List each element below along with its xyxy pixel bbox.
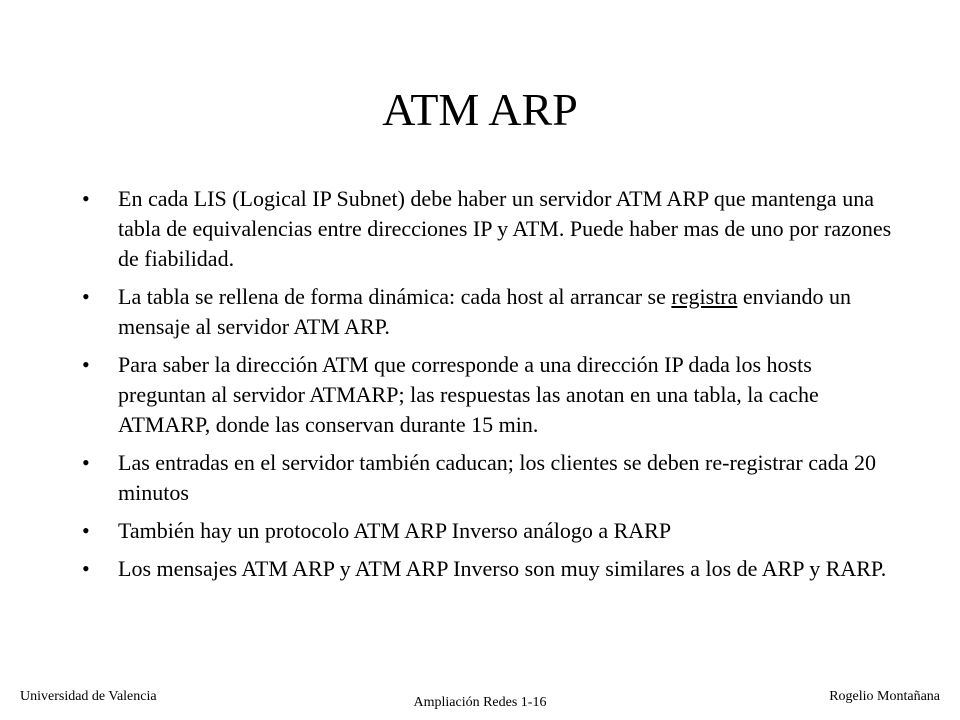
bullet-marker: • (82, 518, 90, 543)
bullet-text: En cada LIS (Logical IP Subnet) debe haber un servidor ATM ARP que mantenga una tabla de equivalencias entre direcciones IP y ATM. Puede haber mas de uno por razones de fiabilidad. (118, 186, 892, 271)
bullet-list (82, 184, 892, 592)
bullet-marker: • (82, 352, 90, 377)
bullet-text: También hay un protocolo ATM ARP Inverso análogo a RARP (118, 518, 672, 543)
footer-author: Rogelio Montañana (829, 689, 940, 704)
bullet-item-similar-messages (82, 554, 892, 584)
underlined-term-registra: registra (671, 284, 738, 309)
footer-course-page: Ampliación Redes 1-16 (413, 695, 547, 710)
bullet-marker: • (82, 186, 90, 211)
bullet-item-entries-expire (82, 448, 892, 508)
bullet-text: Para saber la dirección ATM que corresponde a una dirección IP dada los hosts preguntan al servidor ATMARP; las respuestas las anotan en una tabla, la cache ATMARP, donde las conservan durante 15 min. (118, 352, 819, 437)
bullet-marker: • (82, 450, 90, 475)
slide-title: ATM ARP (382, 84, 578, 135)
bullet-text-before: La tabla se rellena de forma dinámica: cada host al arrancar se (118, 284, 672, 309)
bullet-text (118, 284, 851, 339)
bullet-text: Las entradas en el servidor también caducan; los clientes se deben re-registrar cada 20 minutos (118, 450, 877, 505)
bullet-item-dynamic-table (82, 282, 892, 342)
bullet-marker: • (82, 556, 90, 581)
bullet-item-inverse-arp (82, 516, 892, 546)
bullet-text-after: enviando un mensaje al servidor ATM ARP. (118, 284, 851, 339)
bullet-item-lis-server (82, 184, 892, 274)
bullet-item-atmarp-cache (82, 350, 892, 440)
bullet-text: Los mensajes ATM ARP y ATM ARP Inverso son muy similares a los de ARP y RARP. (118, 556, 887, 581)
bullet-marker: • (82, 284, 90, 309)
footer-institution: Universidad de Valencia (20, 689, 157, 704)
